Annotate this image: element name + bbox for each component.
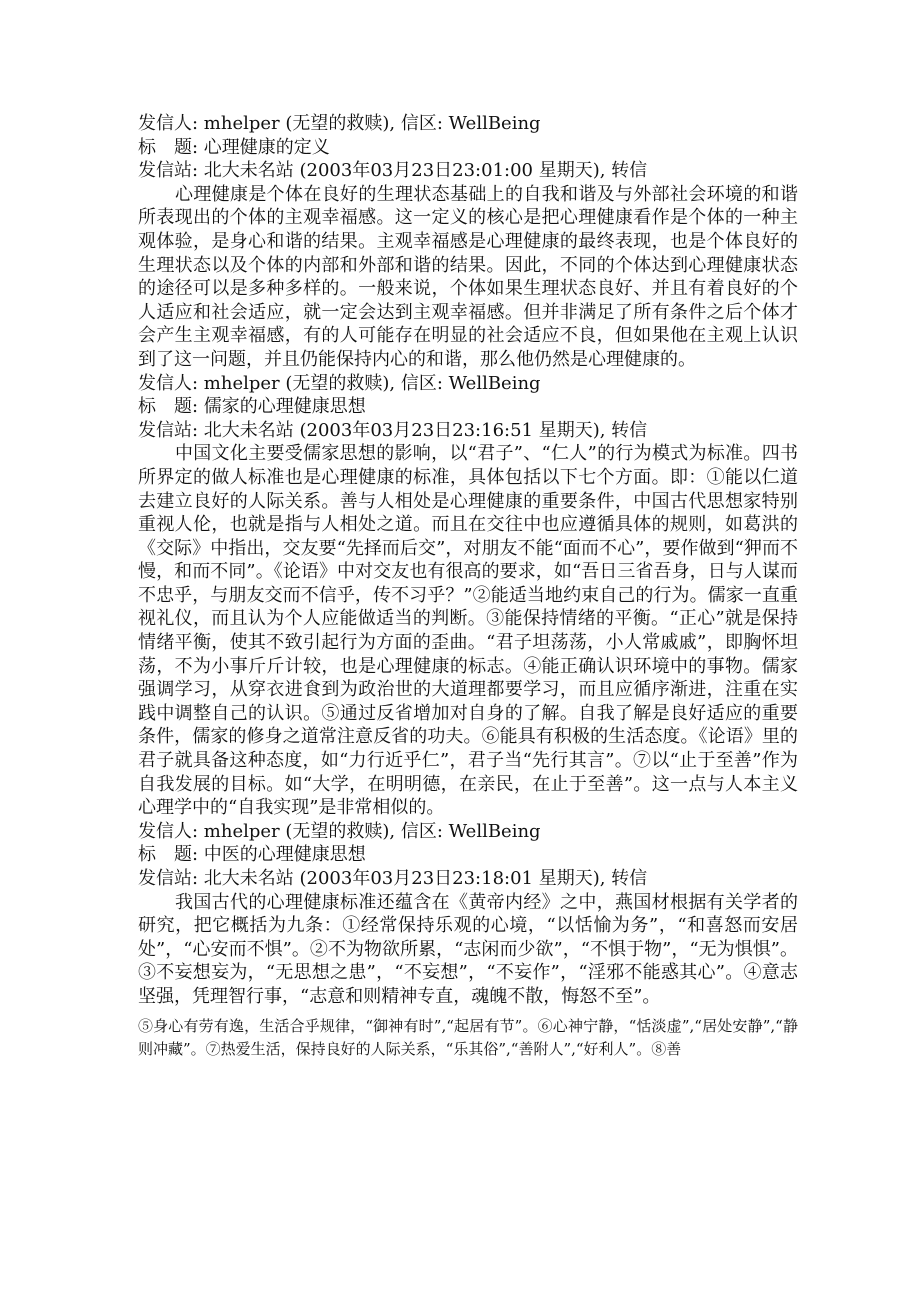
post-title: 标 题: 儒家的心理健康思想 — [138, 396, 366, 418]
post-3 — [138, 820, 798, 1061]
post-station: 发信站: 北大未名站 (2003年03月23日23:18:01 星期天), 转信 — [138, 868, 648, 889]
document-page — [138, 112, 798, 1061]
post-station: 发信站: 北大未名站 (2003年03月23日23:16:51 星期天), 转信 — [138, 419, 648, 441]
post-body: 我国古代的心理健康标准还蕴含在《黄帝内经》之中，燕国材根据有关学者的研究，把它概括为九条：①经常保持乐观的心境，“以恬愉为务”，“和喜怒而安居处”，“心安而不惧”。②不为物欲所累，“志闲而少欲”，“不惧于物”，“无为惧惧”。③不妄想妄为，“无思想之患”，“不妄想”，“不妄作”，“淫邪不能惑其心”。④意志坚强，凭理智行事，“志意和则精神专直，魂魄不散，悔怒不至”。 — [138, 891, 798, 1007]
post-title: 标 题: 中医的心理健康思想 — [138, 844, 366, 866]
post-body-continuation: ⑤身心有劳有逸，生活合乎规律，“御神有时”,“起居有节”。⑥心神宁静，“恬淡虚”,“居处安静”,“静则冲藏”。⑦热爱生活，保持良好的人际关系，“乐其俗”,“善附人”,“好利人”。⑧善 — [138, 1016, 798, 1058]
post-2 — [138, 372, 798, 820]
post-station: 发信站: 北大未名站 (2003年03月23日23:01:00 星期天), 转信 — [138, 160, 648, 182]
post-sender: 发信人: mhelper (无望的救赎), 信区: WellBeing — [138, 372, 541, 394]
post-sender: 发信人: mhelper (无望的救赎), 信区: WellBeing — [138, 820, 541, 842]
post-1 — [138, 112, 798, 372]
post-body: 心理健康是个体在良好的生理状态基础上的自我和谐及与外部社会环境的和谐所表现出的个体的主观幸福感。这一定义的核心是把心理健康看作是个体的一种主观体验，是身心和谐的结果。主观幸福感是心理健康的最终表现，也是个体良好的生理状态以及个体的内部和外部和谐的结果。因此，不同的个体达到心理健康状态的途径可以是多种多样的。一般来说，个体如果生理状态良好、并且有着良好的个人适应和社会适应，就一定会达到主观幸福感。但并非满足了所有条件之后个体才会产生主观幸福感，有的人可能存在明显的社会适应不良，但如果他在主观上认识到了这一问题，并且仍能保持内心的和谐，那么他仍然是心理健康的。 — [138, 183, 798, 370]
post-title: 标 题: 心理健康的定义 — [138, 136, 330, 158]
post-body: 中国文化主要受儒家思想的影响，以“君子”、“仁人”的行为模式为标准。四书所界定的做人标准也是心理健康的标准，具体包括以下七个方面。即：①能以仁道去建立良好的人际关系。善与人相处是心理健康的重要条件，中国古代思想家特别重视人伦，也就是指与人相处之道。而且在交往中也应遵循具体的规则，如葛洪的《交际》中指出，交友要“先择而后交”，对朋友不能“面而不心”，要作做到“狎而不慢，和而不同”。《论语》中对交友也有很高的要求，如“吾日三省吾身，日与人谋而不忠乎，与朋友交而不信乎，传不习乎？”②能适当地约束自己的行为。儒家一直重视礼仪，而且认为个人应能做适当的判断。③能保持情绪的平衡。“正心”就是保持情绪平衡，使其不致引起行为方面的歪曲。“君子坦荡荡，小人常戚戚”，即胸怀坦荡，不为小事斤斤计较，也是心理健康的标志。④能正确认识环境中的事物。儒家强调学习，从穿衣进食到为政治世的大道理都要学习，而且应循序渐进，注重在实践中调整自己的认识。⑤通过反省增加对自身的了解。自我了解是良好适应的重要条件，儒家的修身之道常注意反省的功夫。⑥能具有积极的生活态度。《论语》里的君子就具备这种态度，如“力行近乎仁”，君子当“先行其言”。⑦以“止于至善”作为自我发展的目标。如“大学，在明明德，在亲民，在止于至善”。这一点与人本主义心理学中的“自我实现”是非常相似的。 — [138, 443, 798, 819]
post-sender: 发信人: mhelper (无望的救赎), 信区: WellBeing — [138, 113, 541, 134]
